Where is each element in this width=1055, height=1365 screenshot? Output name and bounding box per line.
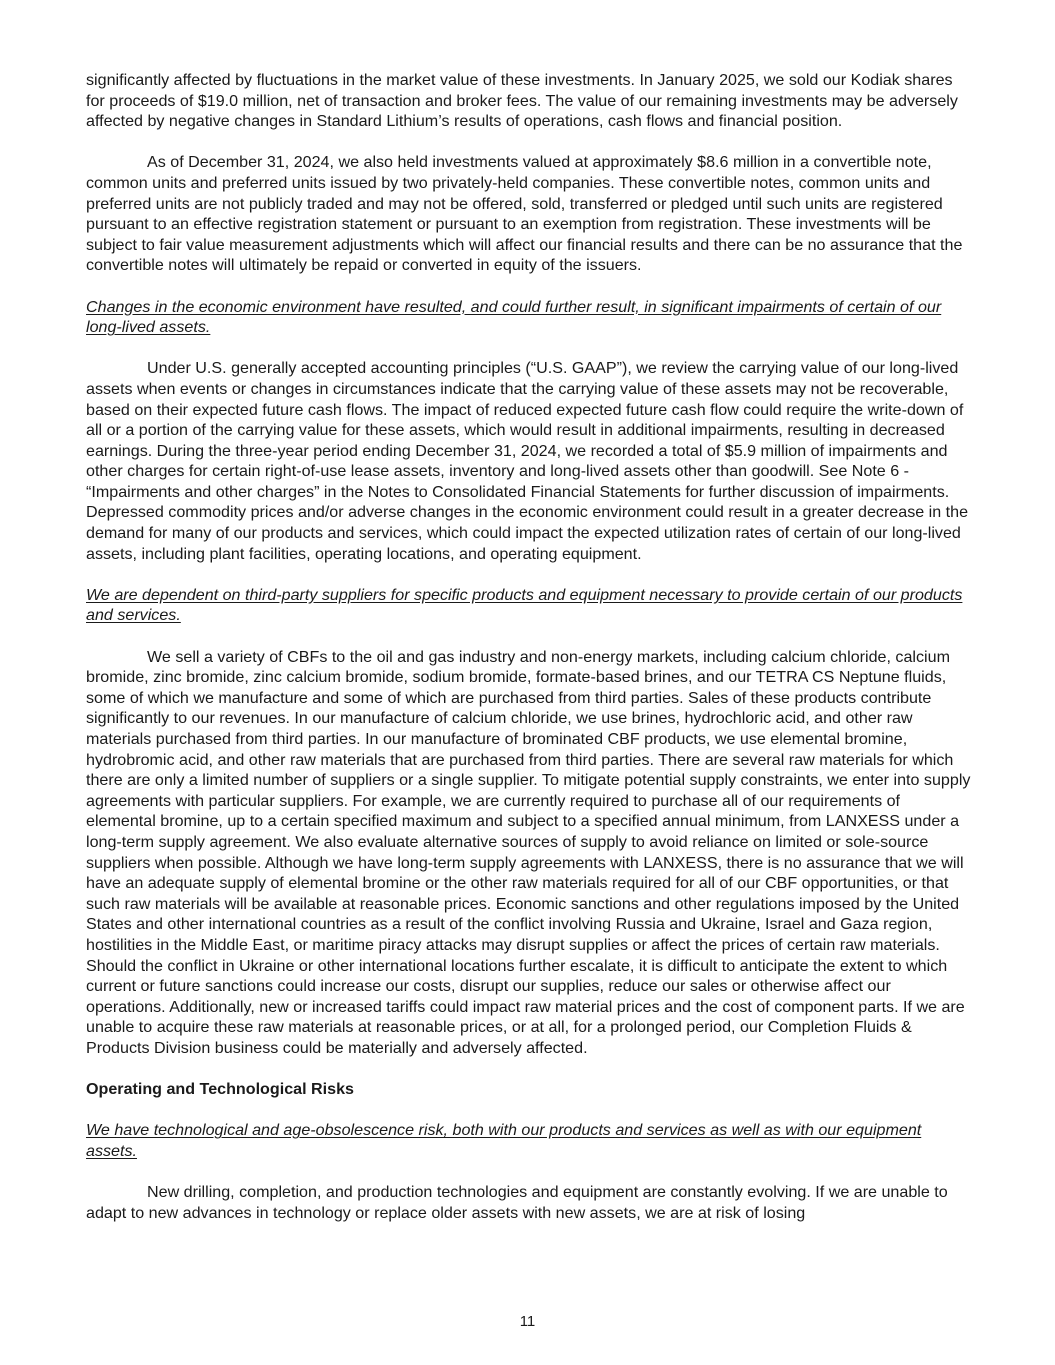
paragraph-suppliers: We sell a variety of CBFs to the oil and gas industry and non-energy markets, including calcium chloride, calcium bromide, zinc bromide, zinc calcium bromide, sodium bromide, formate-based brines, and our TETRA CS Neptune fluids, some of which we manufacture and some of which are purchased from third parties. Sales of these products contribute significantly to our revenues. In our manufacture of calcium chloride, we use brines, hydrochloric acid, and other raw materials purchased from third parties. In our manufacture of brominated CBF products, we use elemental bromine, hydrobromic acid, and other raw materials that are purchased from third parties. There are several raw materials for which there are only a limited number of suppliers or a single supplier. To mitigate potential supply constraints, we enter into supply agreements with particular suppliers. For example, we are currently required to purchase all of our requirements of elemental bromine, up to a certain specified maximum and subject to a specified annual minimum, from LANXESS under a long-term supply agreement. We also evaluate alternative sources of supply to avoid reliance on limited or sole-source suppliers when possible. Although we have long-term supply agreements with LANXESS, there is no assurance that we will have an adequate supply of elemental bromine or the other raw materials required for all of our CBF opportunities, or that such raw materials will be available at reasonable prices. Economic sanctions and other regulations imposed by the United States and other international countries as a result of the conflict involving Russia and Ukraine, Israel and Gaza region, hostilities in the Middle East, or maritime piracy attacks may disrupt supplies or affect the prices of certain raw materials. Should the conflict in Ukraine or other international locations further escalate, it is difficult to anticipate the extent to which current or future sanctions could increase our costs, disrupt our supplies, reduce our sales or otherwise affect our operations. Additionally, new or increased tariffs could impact raw material prices and the cost of component parts. If we are unable to acquire these raw materials at reasonable prices, or at all, for a prolonged period, our Completion Fluids & Products Division business could be materially and adversely affected. bbox=[86, 647, 971, 1057]
paragraph-investments-market-value: significantly affected by fluctuations in the market value of these investments. In January 2025, we sold our Kodiak shares for proceeds of $19.0 million, net of transaction and broker fees. The value of our remaining investments may be adversely affected by negative changes in Standard Lithium’s results of operations, cash flows and financial position. bbox=[86, 71, 958, 131]
paragraph-impairments: Under U.S. generally accepted accounting principles (“U.S. GAAP”), we review the carrying value of our long-lived assets when events or changes in circumstances indicate that the carrying value of these assets may not be recoverable, based on their expected future cash flows. The impact of reduced expected future cash flow could require the write-down of all or a portion of the carrying value for these assets, which would result in additional impairments, resulting in decreased earnings. During the three-year period ending December 31, 2024, we recorded a total of $5.9 million of impairments and other charges for certain right-of-use lease assets, inventory and long-lived assets other than goodwill. See Note 6 - “Impairments and other charges” in the Notes to Consolidated Financial Statements for further discussion of impairments. Depressed commodity prices and/or adverse changes in the economic environment could result in a greater decrease in the demand for many of our products and services, which could impact the expected utilization rates of certain of our long-lived assets, including plant facilities, operating locations, and operating equipment. bbox=[86, 359, 969, 563]
risk-heading-suppliers: We are dependent on third-party suppliers for specific products and equipment necessary to provide certain of our products and services. bbox=[86, 585, 963, 625]
section-heading-operating-risks: Operating and Technological Risks bbox=[86, 1080, 354, 1099]
risk-heading-technology: We have technological and age-obsolescence risk, both with our products and services as well as with our equipment assets. bbox=[86, 1121, 922, 1160]
risk-heading-impairments: Changes in the economic environment have resulted, and could further result, in significant impairments of certain of our long-lived assets. bbox=[86, 297, 942, 337]
document-body bbox=[86, 70, 972, 1223]
paragraph-technology: New drilling, completion, and production technologies and equipment are constantly evolving. If we are unable to adapt to new advances in technology or replace older assets with new assets, we are at risk of losing bbox=[86, 1183, 948, 1222]
page-number: 11 bbox=[519, 1313, 536, 1330]
paragraph-private-investments: As of December 31, 2024, we also held investments valued at approximately $8.6 million in a convertible note, common units and preferred units issued by two privately-held companies. These convertible notes, common units and preferred units are not publicly traded and may not be offered, sold, transferred or pledged until such units are registered pursuant to an effective registration statement or pursuant to an exemption from registration. These investments will be subject to fair value measurement adjustments which will affect our financial results and there can be no assurance that the convertible notes will ultimately be repaid or converted in equity of the issuers. bbox=[86, 153, 963, 275]
